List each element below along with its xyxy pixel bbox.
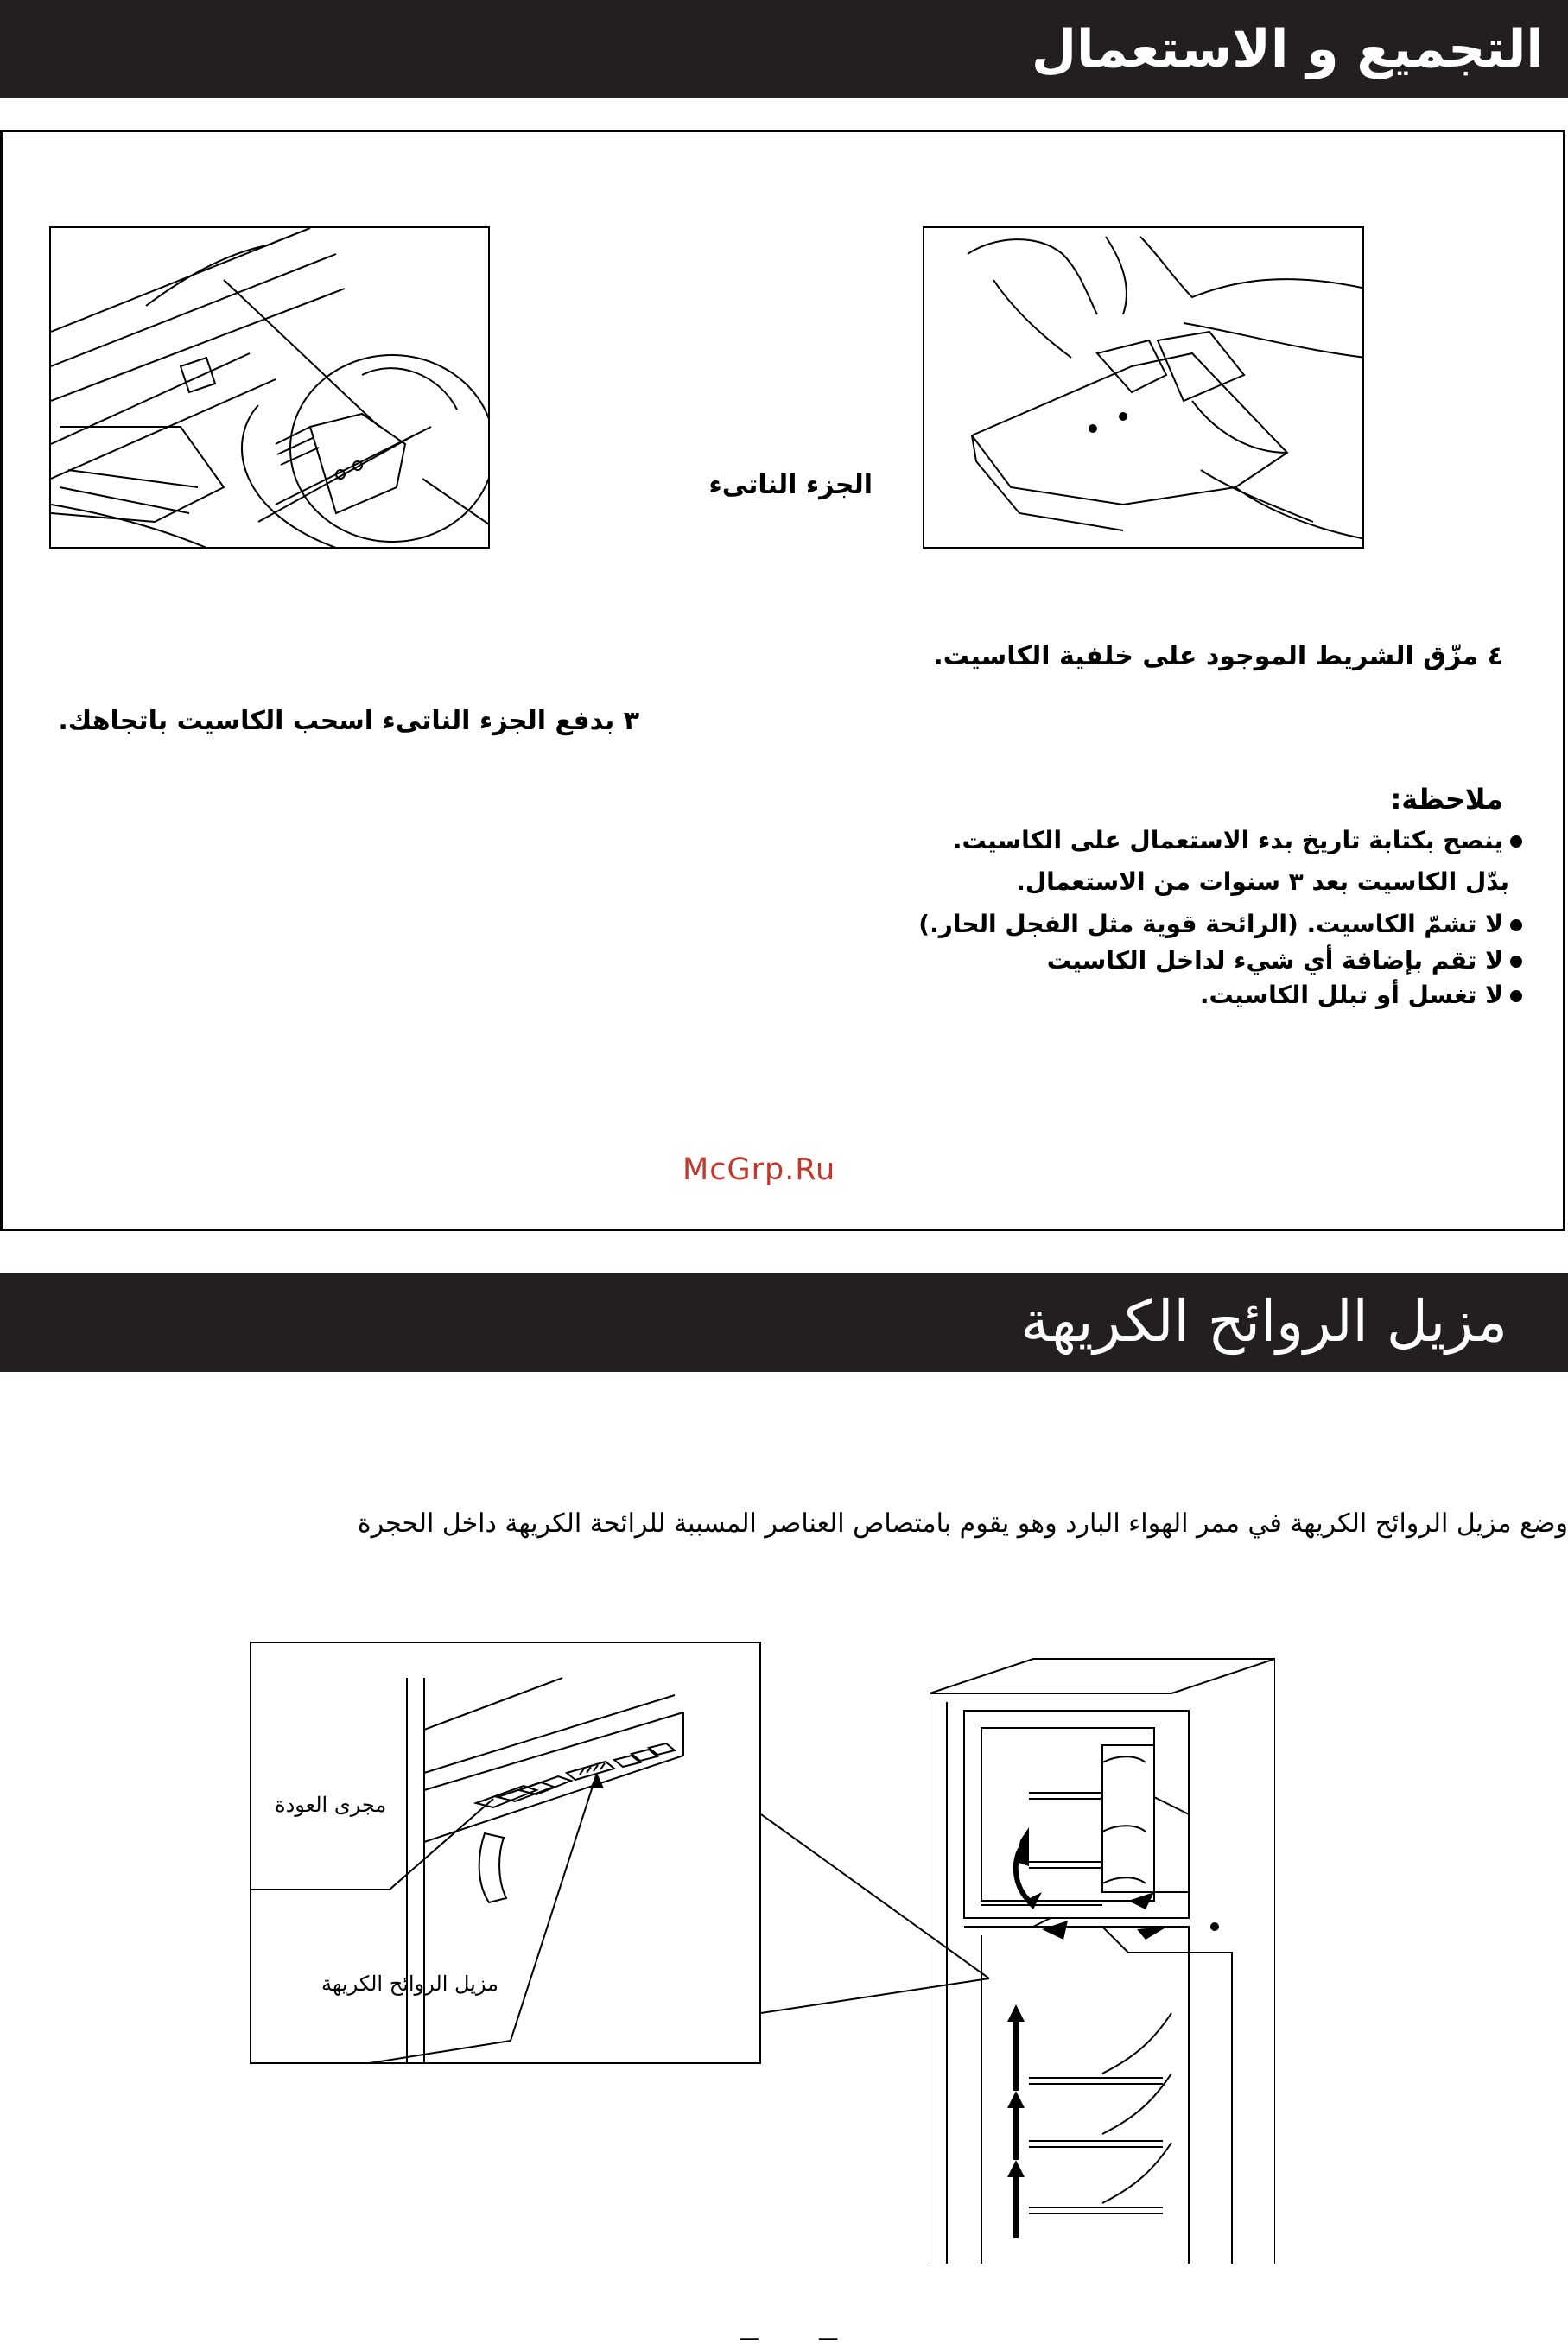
note-item: لا تشمّ الكاسيت. (الرائحة قوية مثل الفجل الحار.) — [864, 910, 1522, 938]
deodorizer-label: مزيل الروائح الكريهة — [321, 1972, 498, 1996]
pull-part-callout: الجزء الناتىء — [708, 470, 873, 500]
step-3-instruction: ٣ بدفع الجزء الناتىء اسحب الكاسيت باتجاهك. — [58, 706, 639, 736]
note-item: لا تقم بإضافة أي شيء لداخل الكاسيت — [864, 946, 1522, 975]
section-title-assembly: التجميع و الاستعمال — [1031, 19, 1544, 79]
step-4-instruction: ٤ مزّق الشريط الموجود على خلفية الكاسيت. — [933, 641, 1503, 671]
note-item: لا تغسل أو تبلل الكاسيت. — [864, 981, 1522, 1009]
note-item: ينصح بكتابة تاريخ بدء الاستعمال على الكاسيت. — [864, 826, 1522, 854]
page-footer-marks: — — — [739, 2326, 865, 2350]
section-title-deodorizer: مزيل الروائح الكريهة — [1020, 1288, 1508, 1355]
deodorizer-description: وضع مزيل الروائح الكريهة في ممر الهواء البارد وهو يقوم بامتصاص العناصر المسببة للرائحة الكريهة داخل الحجرة — [357, 1508, 1568, 1539]
note-heading: ملاحظة: — [1390, 783, 1503, 816]
note-item: بدّل الكاسيت بعد ٣ سنوات من الاستعمال. — [1016, 867, 1509, 896]
watermark: McGrp.Ru — [682, 1153, 836, 1187]
fridge-airflow-illustration — [930, 1642, 1275, 2272]
figure-fridge-airflow — [930, 1642, 1275, 2272]
return-duct-label: مجرى العودة — [275, 1793, 387, 1817]
